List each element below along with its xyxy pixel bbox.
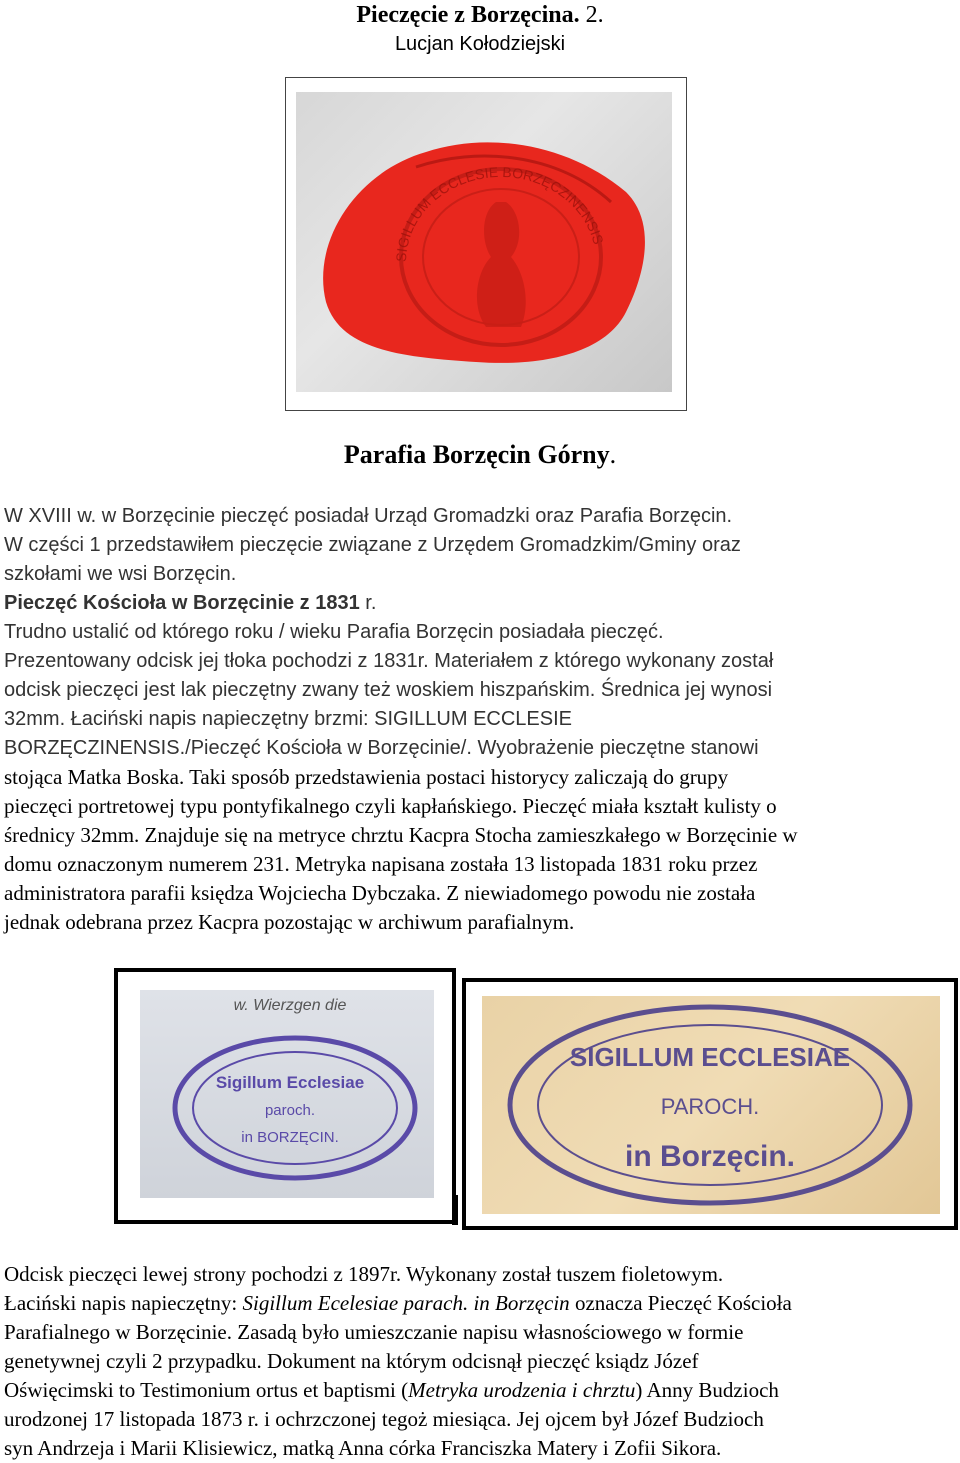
wax-seal-photo: [285, 77, 687, 411]
stamp-right-line2: PAROCH.: [660, 1094, 760, 1119]
author-name: Lucjan Kołodziejski: [394, 33, 566, 55]
left-stamp-photo: [114, 968, 456, 1224]
body-line: średnicy 32mm. Znajduje się na metryce chrztu Kacpra Stocha zamieszkałego w Borzęcinie w: [4, 823, 798, 847]
stamp-left-line3: in BORZĘCIN.: [241, 1129, 339, 1146]
stamp-right-line1: SIGILLUM ECCLESIAE: [569, 1042, 851, 1072]
footer-paragraph: [4, 1260, 956, 1463]
body-line: 32mm. Łaciński napis napieczętny brzmi: SIGILLUM ECCLESIE: [4, 708, 572, 730]
wax-seal-legend: SIGILLUM ECCLESIE BORZĘCZINENSIS: [392, 163, 607, 263]
stamp-handwriting: w. Wierzgen die: [233, 997, 347, 1014]
footer-line: syn Andrzeja i Marii Klisiewicz, matką Anna córka Franciszka Matery i Zofii Sikora.: [4, 1436, 722, 1460]
intro-line: szkołami we wsi Borzęcin.: [4, 563, 237, 585]
footer-text: oznacza Pieczęć Kościoła: [569, 1291, 792, 1315]
footer-line: [4, 1289, 956, 1318]
right-stamp-image: [482, 996, 940, 1214]
intro-line: W części 1 przedstawiłem pieczęcie związane z Urzędem Gromadzkim/Gminy oraz: [4, 534, 741, 556]
footer-text: ) Anny Budzioch: [635, 1378, 779, 1402]
intro-line: W XVIII w. w Borzęcinie pieczęć posiadał Urząd Gromadzki oraz Parafia Borzęcin.: [4, 505, 733, 527]
footer-line: Odcisk pieczęci lewej strony pochodzi z 1897r. Wykonany został tuszem fioletowym.: [4, 1262, 724, 1286]
body-line: Trudno ustalić od którego roku / wieku Parafia Borzęcin posiadała pieczęć.: [4, 621, 664, 643]
body-line: stojąca Matka Boska. Taki sposób przedstawienia postaci historycy zaliczają do grupy: [4, 765, 729, 789]
footer-line: urodzonej 17 listopada 1873 r. i ochrzczonej tegoż miesiąca. Jej ojcem był Józef Budzioch: [4, 1407, 764, 1431]
section-title: Parafia Borzęcin Górny: [343, 440, 610, 469]
body-line: odcisk pieczęci jest lak pieczętny zwany też woskiem hiszpańskim. Średnica jej wynosi: [4, 679, 773, 701]
body-line: administratora parafii księdza Wojciecha Dybczaka. Z niewiadomego powodu nie została: [4, 881, 756, 905]
intro-paragraph: [4, 502, 741, 618]
stamp-left-line2: paroch.: [264, 1102, 316, 1119]
body-paragraph: [4, 618, 956, 937]
body-line: Prezentowany odcisk jej tłoka pochodzi z 1831r. Materiałem z którego wykonany został: [4, 650, 774, 672]
stamp-right-line3: in Borzęcin.: [624, 1140, 796, 1173]
body-line: pieczęci portretowej typu pontyfikalnego czyli kapłańskiego. Pieczęć miała kształt kulisty o: [4, 794, 777, 818]
footer-line: Parafialnego w Borzęcinie. Zasadą było umieszczanie napisu własnościowego w formie: [4, 1320, 744, 1344]
page-title: [0, 2, 960, 29]
footer-line: [4, 1376, 956, 1405]
footer-text: Łaciński napis napieczętny:: [4, 1291, 243, 1315]
seal-heading: Pieczęć Kościoła w Borzęcinie z 1831: [4, 592, 360, 614]
body-line: domu oznaczonym numerem 231. Metryka napisana została 13 listopada 1831 roku przez: [4, 852, 758, 876]
left-stamp-image: [140, 990, 434, 1198]
footer-line: genetywnej czyli 2 przypadku. Dokument na którym odcisnął pieczęć ksiądz Józef: [4, 1349, 699, 1373]
right-stamp-photo: [462, 978, 958, 1230]
footer-italic: Sigillum Ecelesiae parach. in Borzęcin: [242, 1291, 570, 1315]
section-heading: [0, 440, 960, 470]
section-dot: .: [609, 440, 617, 469]
body-line: jednak odebrana przez Kacpra pozostając w archiwum parafialnym.: [4, 910, 575, 934]
seal-heading-tail: r.: [359, 592, 377, 614]
divider-bar: [452, 1195, 458, 1225]
footer-text: Oświęcimski to Testimonium ortus et baptismi (: [4, 1378, 409, 1402]
wax-seal-image: [296, 92, 672, 392]
title-number: 2.: [579, 2, 604, 28]
body-line: BORZĘCZINENSIS./Pieczęć Kościoła w Borzęcinie/. Wyobrażenie pieczętne stanowi: [4, 737, 759, 759]
stamp-left-line1: Sigillum Ecclesiae: [215, 1073, 365, 1092]
footer-italic: Metryka urodzenia i chrztu: [408, 1378, 636, 1402]
intro-line: [4, 589, 741, 618]
title-text: Pieczęcie z Borzęcina.: [356, 2, 580, 28]
